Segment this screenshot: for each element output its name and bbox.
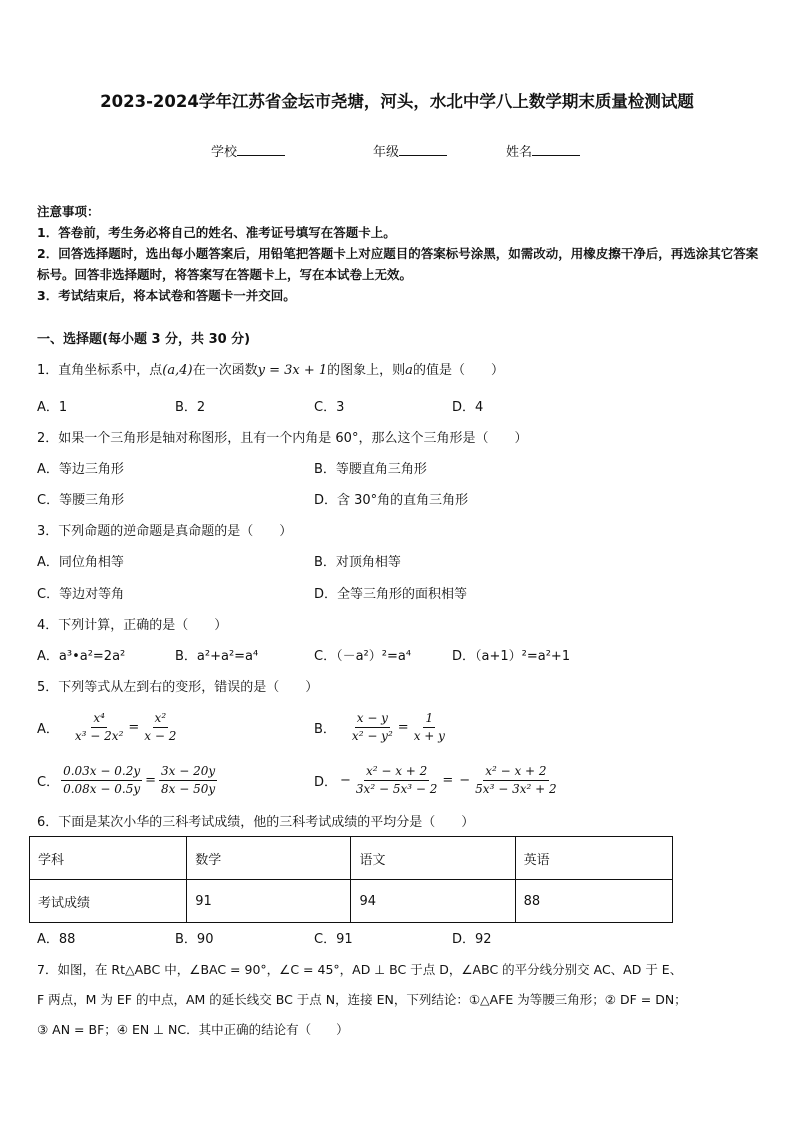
q1-option-d: D．4 [452,400,484,415]
table-header-cell: 英语 [515,837,672,880]
school-label: 学校 [211,145,238,160]
name-field [506,141,580,160]
fraction-denominator: 8x − 50y [161,782,216,796]
question-7-line-3: ③ AN = BF；④ EN ⊥ NC．其中正确的结论有（ ） [37,1022,349,1037]
name-blank [532,143,580,156]
q6-option-a: A．88 [37,932,76,947]
q5-c-left-fraction [61,764,142,797]
notes-item-1: 1．答卷前，考生务必将自己的姓名、准考证号填写在答题卡上。 [37,225,396,240]
q5-b-right-fraction [412,711,447,744]
question-7-line-2: F 两点，M 为 EF 的中点，AM 的延长线交 BC 于点 N，连接 EN，下列结论：①△AFE 为等腰三角形；② DF = DN； [37,992,687,1007]
q1-function: y = 3x + 1 [257,363,328,378]
q4-option-b: B．a²+a²=a⁴ [175,649,259,664]
equals-sign: = [128,720,140,735]
equals-sign: = [145,773,157,788]
grade-blank [399,143,447,156]
section-heading: 一、选择题(每小题 3 分，共 30 分) [37,332,251,347]
fraction-numerator: x⁴ [91,711,107,728]
table-cell: 88 [515,880,672,923]
notes-item-3: 3．考试结束后，将本试卷和答题卡一并交回。 [37,288,296,303]
q1-text-mid: 在一次函数 [192,363,258,378]
q1-point: (a,4) [162,363,193,378]
q4-option-a: A．a³•a²=2a² [37,649,126,664]
minus-sign: − [340,773,351,788]
fraction-denominator: 3x² − 5x³ − 2 [355,782,438,796]
question-7-line-1: 7．如图，在 Rt△ABC 中，∠BAC = 90°，∠C = 45°，AD ⊥ BC 于点 D，∠ABC 的平分线分别交 AC、AD 于 E、 [37,962,683,977]
q5-b-left-fraction [350,711,395,744]
fraction-denominator: x − 2 [144,729,177,743]
q6-option-c: C．91 [314,932,353,947]
table-header-cell: 学科 [30,837,187,880]
notes-item-2: 2．回答选择题时，选出每小题答案后，用铅笔把答题卡上对应题目的答案标号涂黑，如需改动，用橡皮擦干净后，再选涂其它答案标号。回答非选择题时，将答案写在答题卡上，写在本试卷上无效。 [37,246,759,282]
q3-option-d: D．全等三角形的面积相等 [314,587,468,602]
question-6: 6．下面是某次小华的三科考试成绩，他的三科考试成绩的平均分是（ ） [37,815,475,830]
grade-field [373,141,447,160]
q5-option-c [37,764,217,797]
table-cell: 91 [187,880,351,923]
name-label: 姓名 [506,145,533,160]
scores-table [29,836,673,923]
q3-option-a: A．同位角相等 [37,555,124,570]
q1-variable: a [405,363,413,378]
fraction-numerator: x² − x + 2 [364,764,429,781]
table-row [30,880,673,923]
school-field [211,141,285,160]
fraction-numerator: x − y [355,711,390,728]
table-header-cell: 语文 [351,837,515,880]
q4-option-d: D．（a+1）²=a²+1 [452,649,571,664]
q1-option-a: A．1 [37,400,68,415]
table-cell: 94 [351,880,515,923]
q1-option-c: C．3 [314,400,345,415]
q5-c-label: C． [37,775,60,790]
fraction-denominator: x + y [413,729,445,743]
q1-option-b: B．2 [175,400,206,415]
q5-a-right-fraction [142,711,178,744]
minus-sign: − [459,773,471,788]
q2-option-c: C．等腰三角形 [37,493,125,508]
q6-option-d: D．92 [452,932,492,947]
table-cell: 考试成绩 [30,880,187,923]
fraction-denominator: x² − y² [351,729,393,743]
q2-option-a: A．等边三角形 [37,462,124,477]
q2-option-b: B．等腰直角三角形 [314,462,427,477]
question-2: 2．如果一个三角形是轴对称图形，且有一个内角是 60°，那么这个三角形是（ ） [37,431,528,446]
question-5: 5．下列等式从左到右的变形，错误的是（ ） [37,680,319,695]
notes-block [37,201,759,306]
q3-option-b: B．对顶角相等 [314,555,401,570]
q3-option-c: C．等边对等角 [37,587,125,602]
q2-option-d: D．含 30°角的直角三角形 [314,493,469,508]
q5-d-right-fraction [473,764,558,797]
q5-c-right-fraction [159,764,217,797]
notes-heading: 注意事项： [37,204,100,219]
q6-option-b: B．90 [175,932,214,947]
fraction-denominator: x³ − 2x² [74,729,124,743]
table-row [30,837,673,880]
question-3: 3．下列命题的逆命题是真命题的是（ ） [37,524,293,539]
q5-a-left-fraction [73,711,125,744]
q1-text-pre: 1．直角坐标系中，点 [37,363,163,378]
question-1 [37,359,504,378]
q5-option-b [314,711,447,744]
page-title: 2023-2024学年江苏省金坛市尧塘，河头，水北中学八上数学期末质量检测试题 [100,92,694,111]
q5-d-left-fraction [354,764,439,797]
q5-option-a [37,711,178,744]
q1-text-post2: 的值是（ ） [412,363,504,378]
q5-b-label: B． [314,722,336,737]
fraction-numerator: 1 [423,711,435,728]
fraction-numerator: 3x − 20y [159,764,217,781]
fraction-denominator: 0.08x − 0.5y [63,782,141,796]
q5-d-label: D． [314,775,338,790]
q4-option-c: C．（－a²）²=a⁴ [314,649,412,664]
fraction-denominator: 5x³ − 3x² + 2 [475,782,557,796]
question-4: 4．下列计算，正确的是（ ） [37,618,228,633]
q1-text-post1: 的图象上，则 [327,363,406,378]
q5-a-label: A． [37,722,59,737]
table-header-cell: 数学 [187,837,351,880]
grade-label: 年级 [373,145,400,160]
q5-option-d [314,764,559,797]
fraction-numerator: 0.03x − 0.2y [61,764,142,781]
school-blank [237,143,285,156]
equals-sign: = [397,720,409,735]
fraction-numerator: x² [153,711,169,728]
equals-sign: = [442,773,454,788]
fraction-numerator: x² − x + 2 [483,764,548,781]
